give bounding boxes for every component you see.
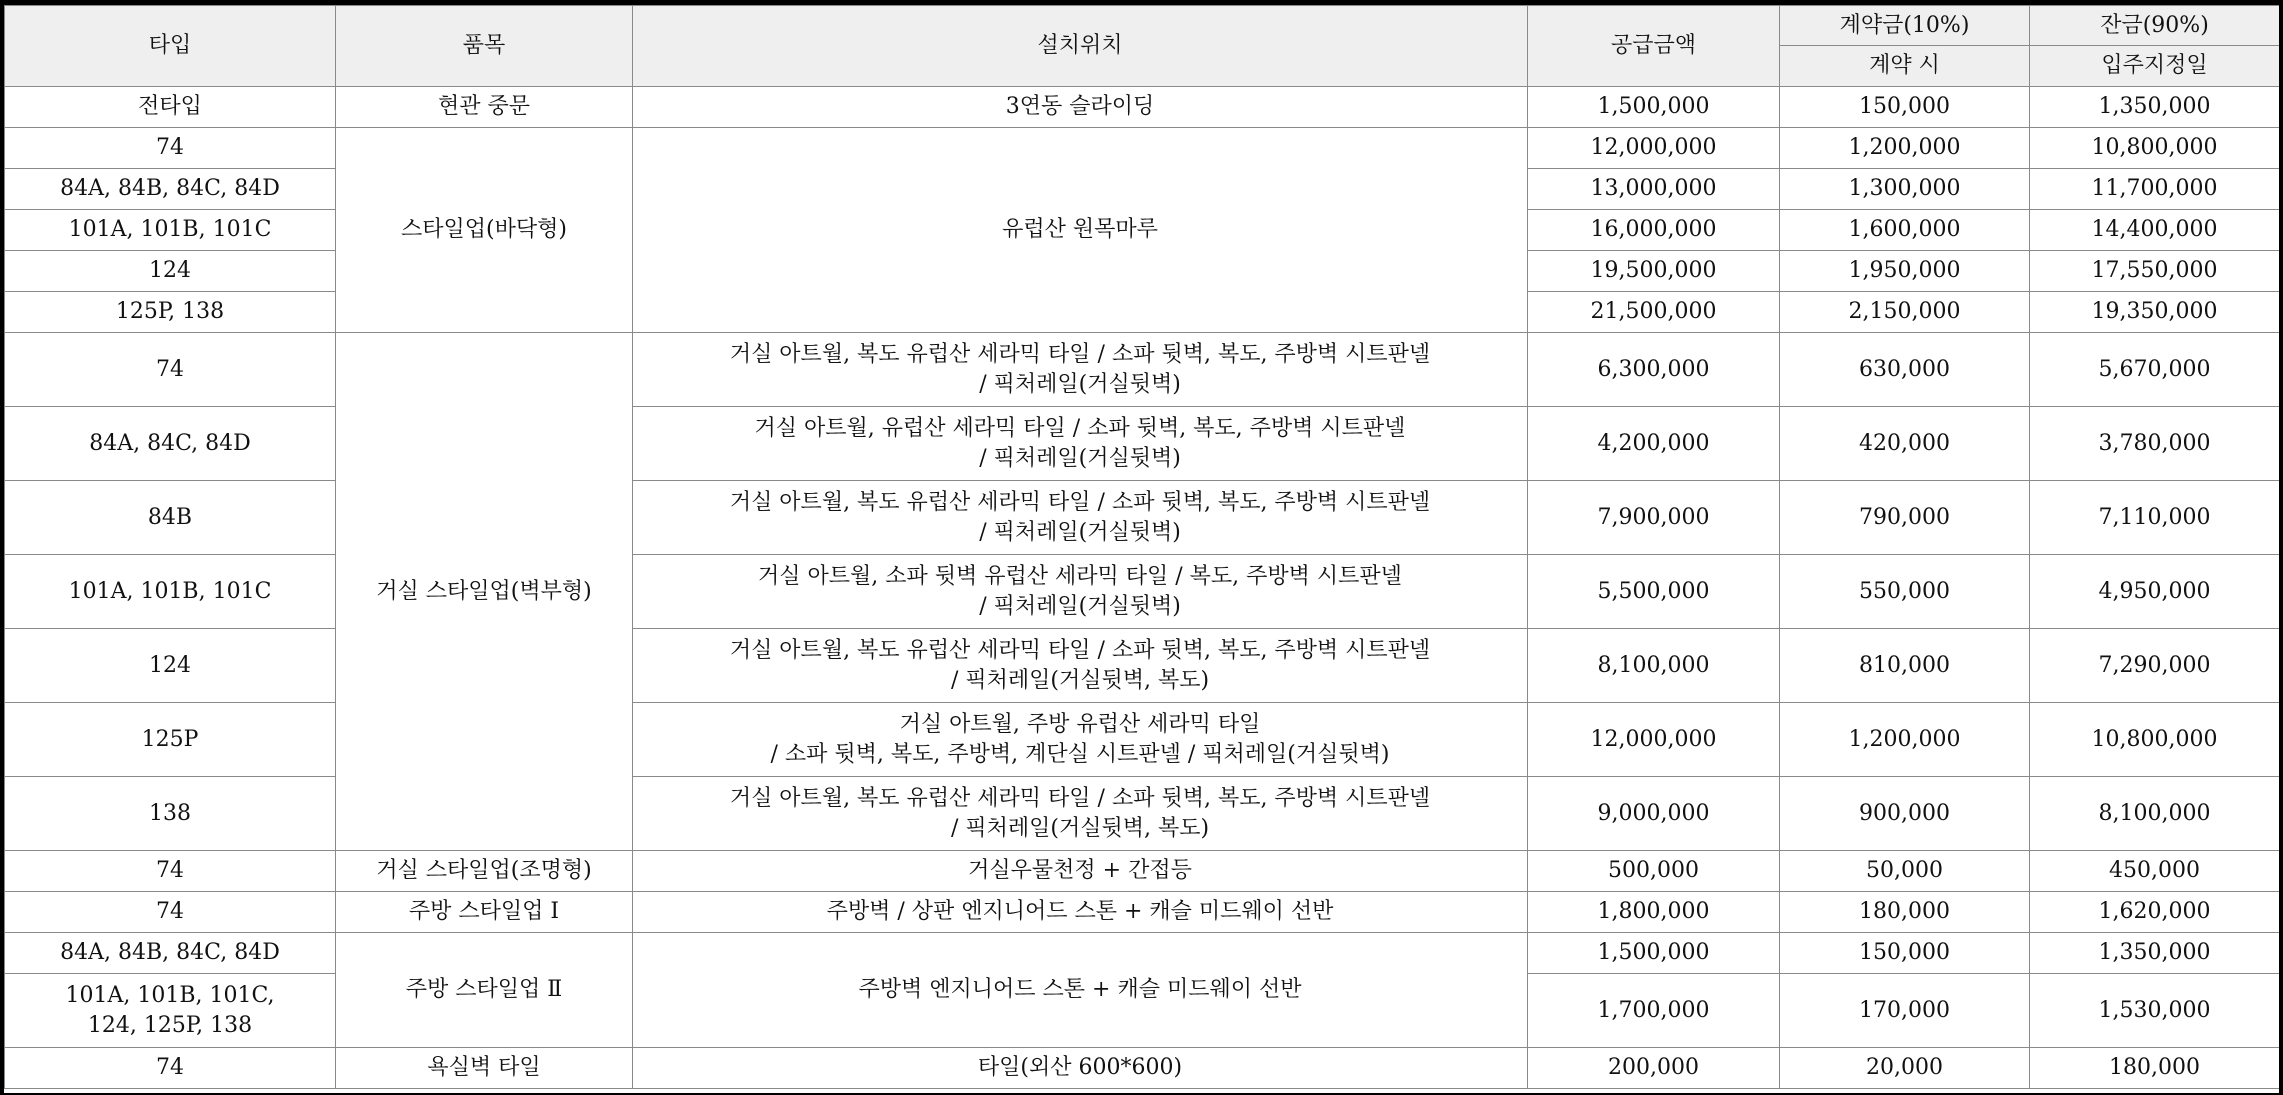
cell-type: 84A, 84B, 84C, 84D — [5, 169, 336, 210]
cell-price: 500,000 — [1528, 851, 1780, 892]
cell-deposit: 1,950,000 — [1780, 251, 2030, 292]
table-row — [5, 87, 2280, 128]
type-line-1: 101A, 101B, 101C, — [65, 982, 275, 1008]
cell-balance: 1,530,000 — [2030, 974, 2280, 1048]
cell-balance: 10,800,000 — [2030, 703, 2280, 777]
table-row — [5, 333, 2280, 407]
cell-type: 124 — [5, 251, 336, 292]
table-row — [5, 128, 2280, 169]
location-line-2: / 픽처레일(거실뒷벽, 복도) — [950, 667, 1210, 693]
cell-price: 13,000,000 — [1528, 169, 1780, 210]
cell-deposit: 550,000 — [1780, 555, 2030, 629]
option-price-table — [4, 5, 2279, 1089]
location-line-1: 거실 아트월, 복도 유럽산 세라믹 타일 / 소파 뒷벽, 복도, 주방벽 시트판넬 — [729, 489, 1431, 515]
cell-location: 타일(외산 600*600) — [633, 1048, 1528, 1089]
cell-location: 3연동 슬라이딩 — [633, 87, 1528, 128]
cell-location — [633, 703, 1528, 777]
cell-type: 84A, 84C, 84D — [5, 407, 336, 481]
cell-deposit: 790,000 — [1780, 481, 2030, 555]
location-line-1: 거실 아트월, 주방 유럽산 세라믹 타일 — [899, 711, 1261, 737]
header-price: 공급금액 — [1528, 6, 1780, 87]
cell-balance: 1,350,000 — [2030, 933, 2280, 974]
location-line-2: / 픽처레일(거실뒷벽) — [979, 445, 1181, 471]
cell-balance: 180,000 — [2030, 1048, 2280, 1089]
cell-item: 현관 중문 — [336, 87, 633, 128]
cell-balance: 11,700,000 — [2030, 169, 2280, 210]
cell-balance: 450,000 — [2030, 851, 2280, 892]
cell-price: 8,100,000 — [1528, 629, 1780, 703]
cell-location — [633, 407, 1528, 481]
cell-price: 9,000,000 — [1528, 777, 1780, 851]
table-body — [5, 87, 2280, 1089]
header-type: 타입 — [5, 6, 336, 87]
cell-deposit: 420,000 — [1780, 407, 2030, 481]
cell-type: 84A, 84B, 84C, 84D — [5, 933, 336, 974]
header-location: 설치위치 — [633, 6, 1528, 87]
cell-balance: 17,550,000 — [2030, 251, 2280, 292]
cell-location — [633, 333, 1528, 407]
cell-location: 거실우물천정 + 간접등 — [633, 851, 1528, 892]
cell-price: 19,500,000 — [1528, 251, 1780, 292]
cell-deposit: 630,000 — [1780, 333, 2030, 407]
cell-type: 101A, 101B, 101C — [5, 210, 336, 251]
cell-type: 74 — [5, 892, 336, 933]
option-price-sheet — [4, 5, 2279, 1093]
table-row — [5, 851, 2280, 892]
table-row — [5, 933, 2280, 974]
cell-price: 1,500,000 — [1528, 933, 1780, 974]
cell-deposit: 1,300,000 — [1780, 169, 2030, 210]
cell-type: 74 — [5, 851, 336, 892]
location-line-2: / 픽처레일(거실뒷벽) — [979, 519, 1181, 545]
table-row — [5, 892, 2280, 933]
header-balance: 잔금(90%) — [2030, 6, 2280, 46]
location-line-1: 거실 아트월, 유럽산 세라믹 타일 / 소파 뒷벽, 복도, 주방벽 시트판넬 — [754, 415, 1406, 441]
header-item: 품목 — [336, 6, 633, 87]
cell-balance: 19,350,000 — [2030, 292, 2280, 333]
cell-price: 6,300,000 — [1528, 333, 1780, 407]
cell-price: 5,500,000 — [1528, 555, 1780, 629]
cell-type: 74 — [5, 1048, 336, 1089]
cell-balance: 5,670,000 — [2030, 333, 2280, 407]
cell-price: 200,000 — [1528, 1048, 1780, 1089]
cell-location — [633, 555, 1528, 629]
location-line-2: / 픽처레일(거실뒷벽) — [979, 593, 1181, 619]
location-line-1: 거실 아트월, 복도 유럽산 세라믹 타일 / 소파 뒷벽, 복도, 주방벽 시트판넬 — [729, 637, 1431, 663]
cell-type: 125P — [5, 703, 336, 777]
cell-type: 84B — [5, 481, 336, 555]
table-header — [5, 6, 2280, 87]
cell-price: 1,700,000 — [1528, 974, 1780, 1048]
cell-type: 74 — [5, 333, 336, 407]
cell-deposit: 150,000 — [1780, 87, 2030, 128]
cell-price: 7,900,000 — [1528, 481, 1780, 555]
cell-type: 74 — [5, 128, 336, 169]
cell-location: 주방벽 / 상판 엔지니어드 스톤 + 캐슬 미드웨이 선반 — [633, 892, 1528, 933]
cell-location: 주방벽 엔지니어드 스톤 + 캐슬 미드웨이 선반 — [633, 933, 1528, 1048]
cell-type: 101A, 101B, 101C — [5, 555, 336, 629]
cell-balance: 7,110,000 — [2030, 481, 2280, 555]
cell-price: 4,200,000 — [1528, 407, 1780, 481]
location-line-2: / 픽처레일(거실뒷벽) — [979, 371, 1181, 397]
cell-deposit: 1,200,000 — [1780, 128, 2030, 169]
cell-location — [633, 629, 1528, 703]
cell-item: 욕실벽 타일 — [336, 1048, 633, 1089]
cell-deposit: 50,000 — [1780, 851, 2030, 892]
cell-deposit: 180,000 — [1780, 892, 2030, 933]
cell-type: 138 — [5, 777, 336, 851]
cell-item: 거실 스타일업(조명형) — [336, 851, 633, 892]
cell-balance: 1,350,000 — [2030, 87, 2280, 128]
cell-balance: 3,780,000 — [2030, 407, 2280, 481]
cell-deposit: 900,000 — [1780, 777, 2030, 851]
cell-item: 스타일업(바닥형) — [336, 128, 633, 333]
cell-price: 16,000,000 — [1528, 210, 1780, 251]
cell-item: 거실 스타일업(벽부형) — [336, 333, 633, 851]
location-line-1: 거실 아트월, 소파 뒷벽 유럽산 세라믹 타일 / 복도, 주방벽 시트판넬 — [758, 563, 1402, 589]
cell-deposit: 1,200,000 — [1780, 703, 2030, 777]
cell-item: 주방 스타일업 Ⅱ — [336, 933, 633, 1048]
cell-deposit: 1,600,000 — [1780, 210, 2030, 251]
table-row — [5, 1048, 2280, 1089]
cell-deposit: 150,000 — [1780, 933, 2030, 974]
cell-location — [633, 777, 1528, 851]
cell-type — [5, 974, 336, 1048]
cell-deposit: 170,000 — [1780, 974, 2030, 1048]
cell-price: 1,800,000 — [1528, 892, 1780, 933]
cell-balance: 4,950,000 — [2030, 555, 2280, 629]
cell-type: 전타입 — [5, 87, 336, 128]
cell-type: 124 — [5, 629, 336, 703]
location-line-1: 거실 아트월, 복도 유럽산 세라믹 타일 / 소파 뒷벽, 복도, 주방벽 시트판넬 — [729, 785, 1431, 811]
location-line-1: 거실 아트월, 복도 유럽산 세라믹 타일 / 소파 뒷벽, 복도, 주방벽 시트판넬 — [729, 341, 1431, 367]
cell-balance: 7,290,000 — [2030, 629, 2280, 703]
cell-price: 12,000,000 — [1528, 703, 1780, 777]
cell-location — [633, 481, 1528, 555]
cell-deposit: 810,000 — [1780, 629, 2030, 703]
cell-balance: 14,400,000 — [2030, 210, 2280, 251]
cell-balance: 10,800,000 — [2030, 128, 2280, 169]
cell-deposit: 20,000 — [1780, 1048, 2030, 1089]
cell-type: 125P, 138 — [5, 292, 336, 333]
cell-price: 21,500,000 — [1528, 292, 1780, 333]
cell-location: 유럽산 원목마루 — [633, 128, 1528, 333]
cell-balance: 1,620,000 — [2030, 892, 2280, 933]
cell-balance: 8,100,000 — [2030, 777, 2280, 851]
header-balance-sub: 입주지정일 — [2030, 46, 2280, 87]
cell-price: 1,500,000 — [1528, 87, 1780, 128]
cell-item: 주방 스타일업 Ⅰ — [336, 892, 633, 933]
location-line-2: / 픽처레일(거실뒷벽, 복도) — [950, 815, 1210, 841]
header-deposit: 계약금(10%) — [1780, 6, 2030, 46]
header-deposit-sub: 계약 시 — [1780, 46, 2030, 87]
type-line-2: 124, 125P, 138 — [87, 1012, 253, 1038]
cell-price: 12,000,000 — [1528, 128, 1780, 169]
cell-deposit: 2,150,000 — [1780, 292, 2030, 333]
location-line-2: / 소파 뒷벽, 복도, 주방벽, 계단실 시트판넬 / 픽처레일(거실뒷벽) — [770, 741, 1390, 767]
